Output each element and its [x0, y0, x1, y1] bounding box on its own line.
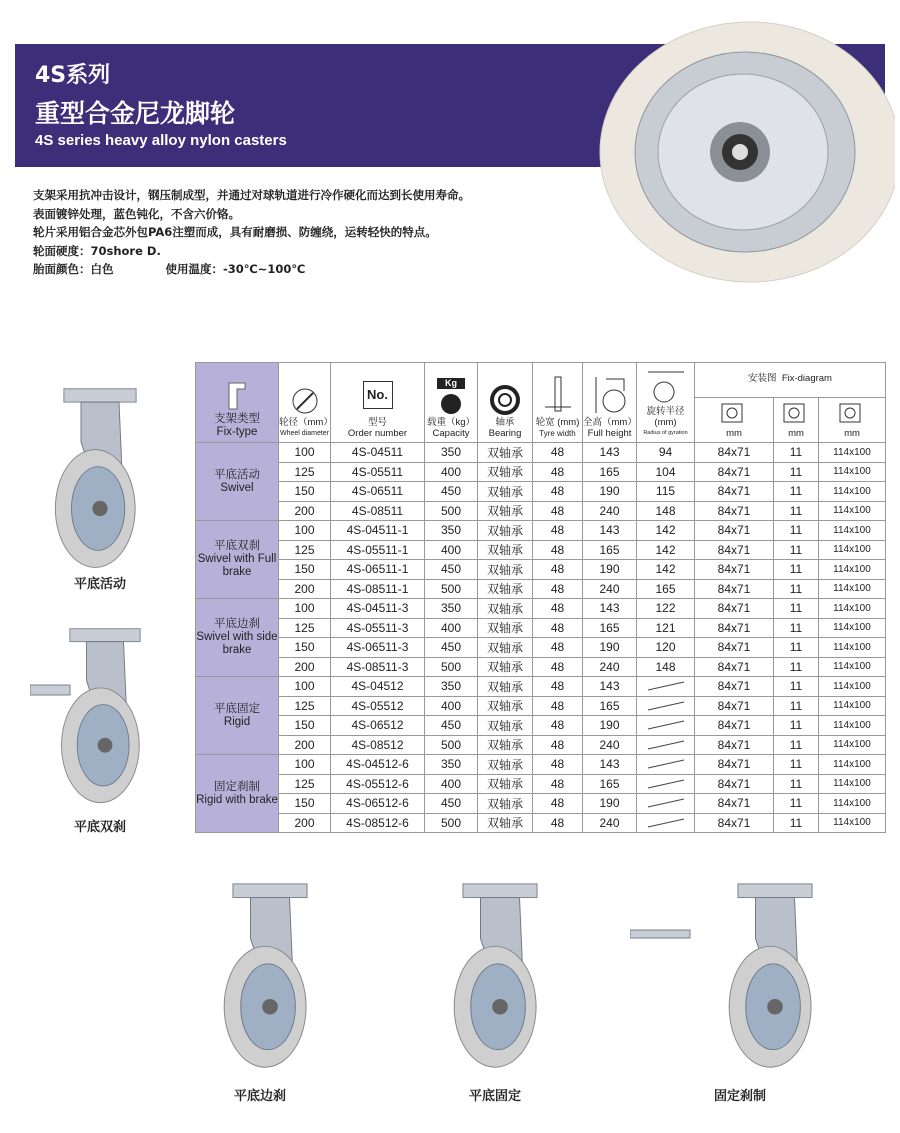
capacity-cell: 400 [425, 696, 478, 716]
fix-diagram-3: mm [819, 398, 886, 443]
swivel-caster-photo [40, 385, 160, 575]
capacity-cell: 500 [425, 813, 478, 833]
fix-3-cell: 114x100 [819, 638, 886, 658]
capacity-cell: 450 [425, 794, 478, 814]
fix-3-cell: 114x100 [819, 735, 886, 755]
fix-2-cell: 11 [774, 599, 819, 619]
capacity-cell: 500 [425, 501, 478, 521]
bearing-cell: 双轴承 [478, 521, 533, 541]
bearing-cell: 双轴承 [478, 579, 533, 599]
wheel-diameter-cell: 150 [279, 794, 331, 814]
wheel-diameter-cell: 150 [279, 560, 331, 580]
radius-cell: 120 [637, 638, 695, 658]
wheel-diameter-cell: 125 [279, 696, 331, 716]
full-height-cell: 165 [583, 540, 637, 560]
fix-3-cell: 114x100 [819, 755, 886, 775]
not-applicable-mark [646, 759, 686, 769]
order-number-cell: 4S-06511 [331, 482, 425, 502]
bearing-cell: 双轴承 [478, 657, 533, 677]
table-row [196, 521, 886, 541]
radius-cell [637, 813, 695, 833]
tyre-width-icon [543, 375, 573, 415]
order-number-cell: 4S-06512-6 [331, 794, 425, 814]
radius-cell [637, 755, 695, 775]
order-number-cell: 4S-08512-6 [331, 813, 425, 833]
tyre-width-cell: 48 [533, 696, 583, 716]
capacity-cell: 350 [425, 755, 478, 775]
fix-1-cell: 84x71 [695, 716, 774, 736]
fix-type-cell: 固定刹制 Rigid with brake [196, 755, 279, 833]
fix-1-cell: 84x71 [695, 540, 774, 560]
fix-2-cell: 11 [774, 677, 819, 697]
not-applicable-mark [646, 740, 686, 750]
capacity-cell: 350 [425, 599, 478, 619]
fix-1-cell: 84x71 [695, 677, 774, 697]
fix-type-cell: 平底边刹 Swivel with side brake [196, 599, 279, 677]
radius-cell [637, 677, 695, 697]
table-row [196, 618, 886, 638]
wheel-diameter-cell: 200 [279, 579, 331, 599]
fix-2-cell: 11 [774, 735, 819, 755]
radius-cell [637, 774, 695, 794]
capacity-cell: 400 [425, 618, 478, 638]
full-brake-caster-photo [30, 625, 160, 810]
full-height-cell: 240 [583, 501, 637, 521]
full-height-cell: 190 [583, 560, 637, 580]
temperature: 使用温度：-30℃~100℃ [165, 262, 306, 276]
table-row [196, 443, 886, 463]
bearing-cell: 双轴承 [478, 813, 533, 833]
header-bearing: 轴承 Bearing [478, 363, 533, 443]
wheel-diameter-cell: 100 [279, 443, 331, 463]
fix-diagram-2: mm [774, 398, 819, 443]
bearing-cell: 双轴承 [478, 794, 533, 814]
fix-3-cell: 114x100 [819, 677, 886, 697]
full-height-cell: 165 [583, 462, 637, 482]
fix-type-cell: 平底双刹 Swivel with Full brake [196, 521, 279, 599]
full-height-cell: 240 [583, 657, 637, 677]
swivel-label: 平底活动 [73, 577, 126, 592]
bracket-icon [225, 381, 249, 411]
order-number-cell: 4S-05512-6 [331, 774, 425, 794]
not-applicable-mark [646, 681, 686, 691]
wheel-diameter-cell: 125 [279, 462, 331, 482]
wheel-diameter-cell: 125 [279, 774, 331, 794]
radius-cell: 142 [637, 540, 695, 560]
table-row [196, 735, 886, 755]
table-row [196, 716, 886, 736]
table-row [196, 540, 886, 560]
product-title-en: 4S series heavy alloy nylon casters [35, 132, 287, 149]
order-number-cell: 4S-05512 [331, 696, 425, 716]
tyre-width-cell: 48 [533, 579, 583, 599]
fix-1-cell: 84x71 [695, 794, 774, 814]
wheel-diameter-cell: 200 [279, 657, 331, 677]
table-row [196, 482, 886, 502]
rigid-brake-label: 固定刹制 [713, 1089, 766, 1104]
tyre-width-cell: 48 [533, 462, 583, 482]
tyre-width-cell: 48 [533, 677, 583, 697]
fix-1-cell: 84x71 [695, 638, 774, 658]
fix-2-cell: 11 [774, 482, 819, 502]
capacity-cell: 500 [425, 735, 478, 755]
wheel-diameter-cell: 200 [279, 501, 331, 521]
tyre-width-cell: 48 [533, 794, 583, 814]
capacity-cell: 400 [425, 774, 478, 794]
fix-3-cell: 114x100 [819, 443, 886, 463]
bearing-cell: 双轴承 [478, 560, 533, 580]
full-height-cell: 190 [583, 482, 637, 502]
order-number-cell: 4S-05511 [331, 462, 425, 482]
table-row [196, 657, 886, 677]
fix-1-cell: 84x71 [695, 560, 774, 580]
weight-icon: Kg [437, 378, 465, 389]
tyre-width-cell: 48 [533, 482, 583, 502]
wheel-diameter-cell: 150 [279, 638, 331, 658]
table-row [196, 755, 886, 775]
bearing-cell: 双轴承 [478, 638, 533, 658]
full-height-cell: 190 [583, 638, 637, 658]
series-title: 4S系列 [35, 63, 111, 88]
tyre-width-cell: 48 [533, 755, 583, 775]
fix-2-cell: 11 [774, 813, 819, 833]
capacity-cell: 500 [425, 579, 478, 599]
radius-cell [637, 716, 695, 736]
table-row [196, 813, 886, 833]
fix-2-cell: 11 [774, 774, 819, 794]
header-full-height: 全高（mm） Full height [583, 363, 637, 443]
order-number-cell: 4S-04512-6 [331, 755, 425, 775]
side-brake-caster-photo [200, 880, 340, 1075]
table-row [196, 794, 886, 814]
table-row [196, 462, 886, 482]
tread-color: 胎面颜色：白色 [33, 262, 114, 276]
wheel-diameter-cell: 200 [279, 813, 331, 833]
fix-3-cell: 114x100 [819, 462, 886, 482]
fix-1-cell: 84x71 [695, 443, 774, 463]
bearing-cell: 双轴承 [478, 501, 533, 521]
radius-cell: 115 [637, 482, 695, 502]
fix-2-cell: 11 [774, 560, 819, 580]
capacity-cell: 450 [425, 482, 478, 502]
fix-2-cell: 11 [774, 521, 819, 541]
capacity-cell: 400 [425, 462, 478, 482]
fix-2-cell: 11 [774, 540, 819, 560]
capacity-cell: 500 [425, 657, 478, 677]
bearing-cell: 双轴承 [478, 462, 533, 482]
bearing-cell: 双轴承 [478, 774, 533, 794]
full-height-cell: 143 [583, 755, 637, 775]
fix-1-cell: 84x71 [695, 462, 774, 482]
order-number-cell: 4S-06511-3 [331, 638, 425, 658]
capacity-cell: 450 [425, 638, 478, 658]
header-order-number: No. 型号 Order number [331, 363, 425, 443]
order-number-cell: 4S-04511 [331, 443, 425, 463]
tyre-width-cell: 48 [533, 716, 583, 736]
full-height-cell: 165 [583, 774, 637, 794]
tyre-width-cell: 48 [533, 443, 583, 463]
wheel-diameter-cell: 150 [279, 482, 331, 502]
radius-cell: 148 [637, 501, 695, 521]
wheel-diameter-cell: 100 [279, 521, 331, 541]
tyre-width-cell: 48 [533, 599, 583, 619]
radius-cell: 104 [637, 462, 695, 482]
tyre-width-cell: 48 [533, 774, 583, 794]
tyre-width-cell: 48 [533, 560, 583, 580]
fix-1-cell: 84x71 [695, 599, 774, 619]
capacity-cell: 450 [425, 716, 478, 736]
not-applicable-mark [646, 701, 686, 711]
capacity-cell: 400 [425, 540, 478, 560]
fix-1-cell: 84x71 [695, 813, 774, 833]
full-height-cell: 143 [583, 521, 637, 541]
wheel-diameter-cell: 200 [279, 735, 331, 755]
full-height-cell: 240 [583, 735, 637, 755]
fix-3-cell: 114x100 [819, 716, 886, 736]
gyration-icon [646, 368, 686, 404]
fix-2-cell: 11 [774, 638, 819, 658]
not-applicable-mark [646, 798, 686, 808]
table-row [196, 501, 886, 521]
order-number-cell: 4S-04512 [331, 677, 425, 697]
rigid-brake-caster-photo [630, 880, 820, 1075]
plate-icon [782, 402, 810, 426]
full-height-cell: 143 [583, 677, 637, 697]
fix-3-cell: 114x100 [819, 521, 886, 541]
fix-3-cell: 114x100 [819, 579, 886, 599]
fix-3-cell: 114x100 [819, 540, 886, 560]
full-height-cell: 190 [583, 794, 637, 814]
tyre-width-cell: 48 [533, 735, 583, 755]
full-brake-label: 平底双刹 [73, 820, 126, 835]
fix-3-cell: 114x100 [819, 813, 886, 833]
capacity-cell: 350 [425, 443, 478, 463]
diameter-icon [291, 387, 319, 415]
number-icon: No. [363, 381, 393, 409]
full-height-cell: 165 [583, 618, 637, 638]
fix-2-cell: 11 [774, 618, 819, 638]
tyre-width-cell: 48 [533, 501, 583, 521]
not-applicable-mark [646, 779, 686, 789]
fix-1-cell: 84x71 [695, 657, 774, 677]
spec-table [195, 362, 886, 833]
bearing-cell: 双轴承 [478, 618, 533, 638]
desc-line: 支架采用抗冲击设计，钢压制成型，并通过对球轨道进行冷作硬化而达到长使用寿命。 [33, 188, 470, 202]
fix-3-cell: 114x100 [819, 501, 886, 521]
wheel-diameter-cell: 100 [279, 599, 331, 619]
tyre-width-cell: 48 [533, 813, 583, 833]
not-applicable-mark [646, 818, 686, 828]
hero-wheel-image [585, 12, 895, 287]
radius-cell: 121 [637, 618, 695, 638]
order-number-cell: 4S-08511-1 [331, 579, 425, 599]
fix-2-cell: 11 [774, 696, 819, 716]
plate-icon [720, 402, 748, 426]
capacity-cell: 350 [425, 677, 478, 697]
fix-2-cell: 11 [774, 501, 819, 521]
fix-3-cell: 114x100 [819, 774, 886, 794]
wheel-diameter-cell: 125 [279, 618, 331, 638]
fix-1-cell: 84x71 [695, 618, 774, 638]
tyre-width-cell: 48 [533, 638, 583, 658]
tyre-width-cell: 48 [533, 540, 583, 560]
full-height-cell: 240 [583, 813, 637, 833]
fix-2-cell: 11 [774, 794, 819, 814]
fix-2-cell: 11 [774, 443, 819, 463]
table-row [196, 579, 886, 599]
fix-1-cell: 84x71 [695, 482, 774, 502]
desc-line: 表面镀锌处理，蓝色钝化，不含六价铬。 [33, 206, 240, 221]
order-number-cell: 4S-05511-3 [331, 618, 425, 638]
fix-1-cell: 84x71 [695, 521, 774, 541]
rigid-caster-photo [435, 880, 565, 1075]
order-number-cell: 4S-05511-1 [331, 540, 425, 560]
table-row [196, 696, 886, 716]
radius-cell: 165 [637, 579, 695, 599]
fix-2-cell: 11 [774, 462, 819, 482]
fix-2-cell: 11 [774, 755, 819, 775]
fix-3-cell: 114x100 [819, 599, 886, 619]
radius-cell: 122 [637, 599, 695, 619]
header-fix-type: 支架类型 Fix-type [196, 363, 279, 443]
fix-1-cell: 84x71 [695, 774, 774, 794]
table-row [196, 560, 886, 580]
fix-2-cell: 11 [774, 579, 819, 599]
fix-1-cell: 84x71 [695, 696, 774, 716]
wheel-diameter-cell: 100 [279, 677, 331, 697]
table-row [196, 677, 886, 697]
fix-diagram-1: mm [695, 398, 774, 443]
radius-cell [637, 794, 695, 814]
capacity-cell: 350 [425, 521, 478, 541]
fix-1-cell: 84x71 [695, 579, 774, 599]
radius-cell: 142 [637, 521, 695, 541]
radius-cell [637, 696, 695, 716]
plate-icon [838, 402, 866, 426]
desc-line: 轮片采用铝合金芯外包PA6注塑而成，具有耐磨损、防缠绕，运转轻快的特点。 [33, 225, 437, 239]
fix-type-cell: 平底固定 Rigid [196, 677, 279, 755]
order-number-cell: 4S-08511 [331, 501, 425, 521]
bearing-icon [490, 385, 520, 415]
tyre-width-cell: 48 [533, 618, 583, 638]
fix-3-cell: 114x100 [819, 482, 886, 502]
radius-cell [637, 735, 695, 755]
bearing-cell: 双轴承 [478, 677, 533, 697]
wheel-diameter-cell: 150 [279, 716, 331, 736]
description [33, 186, 470, 279]
fix-2-cell: 11 [774, 716, 819, 736]
fix-3-cell: 114x100 [819, 794, 886, 814]
full-height-cell: 240 [583, 579, 637, 599]
order-number-cell: 4S-04511-1 [331, 521, 425, 541]
full-height-cell: 165 [583, 696, 637, 716]
fix-3-cell: 114x100 [819, 618, 886, 638]
bearing-cell: 双轴承 [478, 599, 533, 619]
radius-cell: 148 [637, 657, 695, 677]
bearing-cell: 双轴承 [478, 716, 533, 736]
fix-1-cell: 84x71 [695, 755, 774, 775]
capacity-cell: 450 [425, 560, 478, 580]
fix-3-cell: 114x100 [819, 560, 886, 580]
fix-type-cell: 平底活动 Swivel [196, 443, 279, 521]
caster-load-icon [438, 391, 464, 415]
full-height-icon [592, 375, 628, 415]
side-brake-label: 平底边刹 [233, 1089, 286, 1104]
bearing-cell: 双轴承 [478, 482, 533, 502]
table-row [196, 774, 886, 794]
rigid-label: 平底固定 [468, 1089, 521, 1104]
fix-3-cell: 114x100 [819, 657, 886, 677]
order-number-cell: 4S-08512 [331, 735, 425, 755]
table-row [196, 638, 886, 658]
fix-1-cell: 84x71 [695, 735, 774, 755]
bearing-cell: 双轴承 [478, 540, 533, 560]
bearing-cell: 双轴承 [478, 735, 533, 755]
wheel-diameter-cell: 100 [279, 755, 331, 775]
bearing-cell: 双轴承 [478, 755, 533, 775]
fix-2-cell: 11 [774, 657, 819, 677]
header-capacity: Kg 载重（kg） Capacity [425, 363, 478, 443]
order-number-cell: 4S-06512 [331, 716, 425, 736]
fix-1-cell: 84x71 [695, 501, 774, 521]
order-number-cell: 4S-04511-3 [331, 599, 425, 619]
tyre-width-cell: 48 [533, 657, 583, 677]
full-height-cell: 143 [583, 443, 637, 463]
bearing-cell: 双轴承 [478, 696, 533, 716]
fix-3-cell: 114x100 [819, 696, 886, 716]
full-height-cell: 190 [583, 716, 637, 736]
header-fix-diagram: 安装图 Fix-diagram [695, 363, 886, 398]
not-applicable-mark [646, 720, 686, 730]
desc-line: 轮面硬度：70shore D. [33, 243, 161, 258]
radius-cell: 94 [637, 443, 695, 463]
tyre-width-cell: 48 [533, 521, 583, 541]
table-row [196, 599, 886, 619]
order-number-cell: 4S-06511-1 [331, 560, 425, 580]
header-radius: 旋转半径 (mm) Radius of gyration [637, 363, 695, 443]
order-number-cell: 4S-08511-3 [331, 657, 425, 677]
wheel-diameter-cell: 125 [279, 540, 331, 560]
bearing-cell: 双轴承 [478, 443, 533, 463]
product-title-cn: 重型合金尼龙脚轮 [35, 99, 236, 128]
radius-cell: 142 [637, 560, 695, 580]
header-tyre-width: 轮宽 (mm) Tyre width [533, 363, 583, 443]
header-wheel-diameter: 轮径（mm） Wheel diameter [279, 363, 331, 443]
full-height-cell: 143 [583, 599, 637, 619]
